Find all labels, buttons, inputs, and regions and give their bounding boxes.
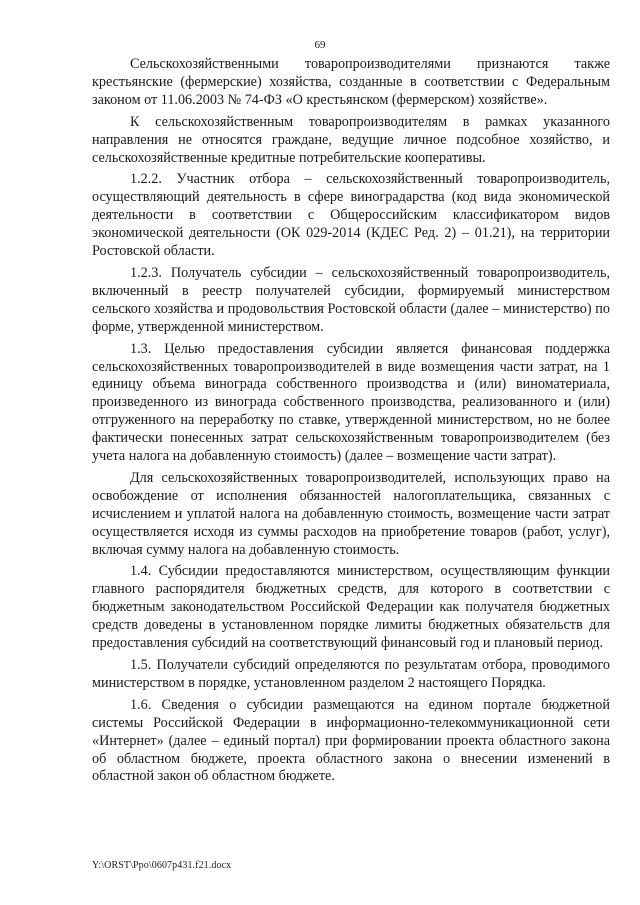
paragraph-1-2-3: 1.2.3. Получатель субсидии – сельскохозяйственный товаропроизводитель, включенный в реестр получателей субсидии, формируемый министерством сельского хозяйства и продовольствия Ростовской области (далее – министерство) по форме, утвержденной министерством.	[92, 264, 610, 335]
footer-file-path: Y:\ORST\Ppo\0607p431.f21.docx	[92, 860, 232, 871]
page-number: 69	[314, 39, 326, 51]
paragraph-1-3: 1.3. Целью предоставления субсидии является финансовая поддержка сельскохозяйственных товаропроизводителей в виде возмещения части затрат, на 1 единицу объема винограда собственного производства и (или) виноматериала, произведенного из винограда собственного производства, реализованного и (или) отгруженного на переработку по ставке, утвержденной министерством, но не более фактически понесенных затрат сельскохозяйственным товаропроизводителем (без учета налога на добавленную стоимость) (далее – возмещение части затрат).	[92, 340, 610, 465]
paragraph-exclusions: К сельскохозяйственным товаропроизводителям в рамках указанного направления не относятся граждане, ведущие личное подсобное хозяйство, и сельскохозяйственные кредитные потребительские кооперативы.	[92, 113, 610, 166]
paragraph-vat-exemption: Для сельскохозяйственных товаропроизводителей, использующих право на освобождение от исполнения обязанностей налогоплательщика, связанных с исчислением и уплатой налога на добавленную стоимость, возмещение части затрат осуществляется исходя из суммы расходов на приобретение товаров (работ, услуг), включая сумму налога на добавленную стоимость.	[92, 469, 610, 558]
paragraph-1-4: 1.4. Субсидии предоставляются министерством, осуществляющим функции главного распорядителя бюджетных средств, для которого в соответствии с бюджетным законодательством Российской Федерации как получателя бюджетных средств доведены в установленном порядке лимиты бюджетных обязательств для предоставления субсидий на соответствующий финансовый год и плановый период.	[92, 563, 610, 652]
paragraph-1-2-2: 1.2.2. Участник отбора – сельскохозяйственный товаропроизводитель, осуществляющий деятельность в сфере виноградарства (код вида экономической деятельности в соответствии с Общероссийским классификатором видов экономической деятельности (ОК 029-2014 (КДЕС Ред. 2) – 01.21), на территории Ростовской области.	[92, 171, 610, 260]
paragraph-1-6: 1.6. Сведения о субсидии размещаются на едином портале бюджетной системы Российской Федерации в информационно-телекоммуникационной сети «Интернет» (далее – единый портал) при формировании проекта областного закона об областном бюджете, проекта областного закона о внесении изменений в областной закон об областном бюджете.	[92, 696, 610, 785]
paragraph-1-5: 1.5. Получатели субсидий определяются по результатам отбора, проводимого министерством в порядке, установленном разделом 2 настоящего Порядка.	[92, 657, 610, 691]
document-body	[92, 56, 610, 790]
paragraph-farm-producers: Сельскохозяйственными товаропроизводителями признаются также крестьянские (фермерские) хозяйства, созданные в соответствии с Федеральным законом от 11.06.2003 № 74-ФЗ «О крестьянском (фермерском) хозяйстве».	[92, 56, 610, 108]
